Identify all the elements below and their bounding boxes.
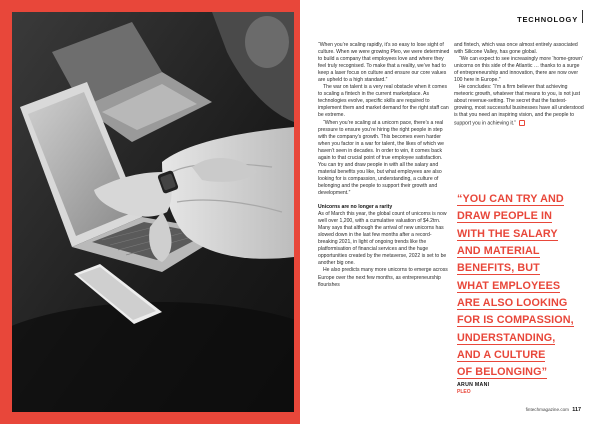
pull-quote-text: FOR IS COMPASSION,: [457, 314, 574, 327]
pull-quote-line: [457, 295, 585, 312]
page-number: 117: [572, 407, 581, 413]
article-subhead: Unicorns are no longer a rarity: [318, 204, 393, 211]
pull-quote-line: [457, 226, 585, 243]
paragraph: As of March this year, the global count of unicorns is now well over 1,200, with a cumulative valuation of $4.2trn. Many says that although the arrival of new unicorns has slowed down in the last few months after a record-breaking 2021, in light of ongoing trends like the platformisation of financial services and the huge opportunities created by the metaverse, 2022 is set to be another big one.: [318, 211, 447, 267]
pull-quote-line: [457, 191, 585, 208]
pull-quote: [457, 191, 585, 382]
pull-quote-text: ARE ALSO LOOKING: [457, 297, 568, 310]
pull-quote-line: [457, 364, 585, 381]
footer-site-link[interactable]: fintechmagazine.com: [525, 407, 570, 412]
paragraph: and fintech, which was once almost entirely associated with Silicone Valley, has gone global.: [454, 42, 578, 56]
pull-quote-line: [457, 243, 585, 260]
pull-quote-line: [457, 208, 585, 225]
pull-quote-text: WITH THE SALARY: [457, 227, 558, 240]
pull-quote-text: UNDERSTANDING,: [457, 331, 556, 344]
quote-attribution-company: PLEO: [457, 389, 471, 395]
paragraph: The war on talent is a very real obstacle when it comes to scaling a fintech in the current marketplace. As technologies evolve, specific skills are required to implement them and market demand for the right staff can be extreme.: [318, 84, 449, 119]
section-label: TECHNOLOGY: [517, 15, 578, 24]
pull-quote-line: [457, 278, 585, 295]
square-end-mark-icon: [519, 120, 525, 126]
article-column-1: [318, 42, 450, 289]
quote-attribution-name: ARUN MANI: [457, 382, 490, 388]
laptop-photo-illustration: [12, 12, 294, 412]
pull-quote-text: OF BELONGING”: [457, 366, 548, 379]
page-footer: [526, 407, 581, 413]
pull-quote-text: BENEFITS, BUT: [457, 262, 540, 275]
pull-quote-line: [457, 347, 585, 364]
paragraph: He also predicts many more unicorns to emerge across Europe over the next few months, as entrepreneurship flourishes: [318, 267, 448, 288]
paragraph: [454, 84, 584, 127]
header-divider: [582, 10, 583, 23]
article-column-2: [454, 42, 584, 127]
laptop-photo: [12, 12, 294, 412]
article-page: [300, 0, 600, 424]
paragraph: “When you’re scaling rapidly, it’s so easy to lose sight of culture. When we were growing Pleo, we were determined to build a company that employees love and where they feel truly recognised. To make that a reality, we’ve had to keep a laser focus on culture and ensure our core values are upheld to a high standard.”: [318, 42, 450, 84]
pull-quote-text: AND A CULTURE: [457, 349, 546, 362]
pull-quote-text: WHAT EMPLOYEES: [457, 279, 561, 292]
pull-quote-text: “YOU CAN TRY AND: [457, 193, 564, 205]
pull-quote-text: AND MATERIAL: [457, 245, 540, 258]
pull-quote-text: DRAW PEOPLE IN: [457, 210, 552, 223]
pull-quote-line: [457, 330, 585, 347]
pull-quote-line: [457, 260, 585, 277]
pull-quote-line: [457, 312, 585, 329]
paragraph-text: He concludes: “I’m a firm believer that achieving meteoric growth, whatever that means to you, is not just about revenue-setting. The secret that the fastest-growing, most successful businesses have all understood is that you need an inspiring vision, and the people to support you in achieving it.”: [454, 84, 584, 126]
paragraph: “When you’re scaling at a unicorn pace, there’s a real pressure to ensure you’re hiring the right people in step with the company’s growth. This becomes even harder when you factor in a war for talent, the likes of which we haven’t seen in decades. In order to win, it comes back again to that crucial point of true employee satisfaction. You can try and draw people in with all the salary and material benefits you like, but what employees are also looking for is compassion, understanding, a culture of belonging and the people to support their growth and development.”: [318, 119, 444, 196]
paragraph: “We can expect to see increasingly more ‘home-grown’ unicorns on this side of the Atlantic … thanks to a surge of entrepreneurship and innovation, there are now over 100 here in Europe.”: [454, 56, 583, 84]
